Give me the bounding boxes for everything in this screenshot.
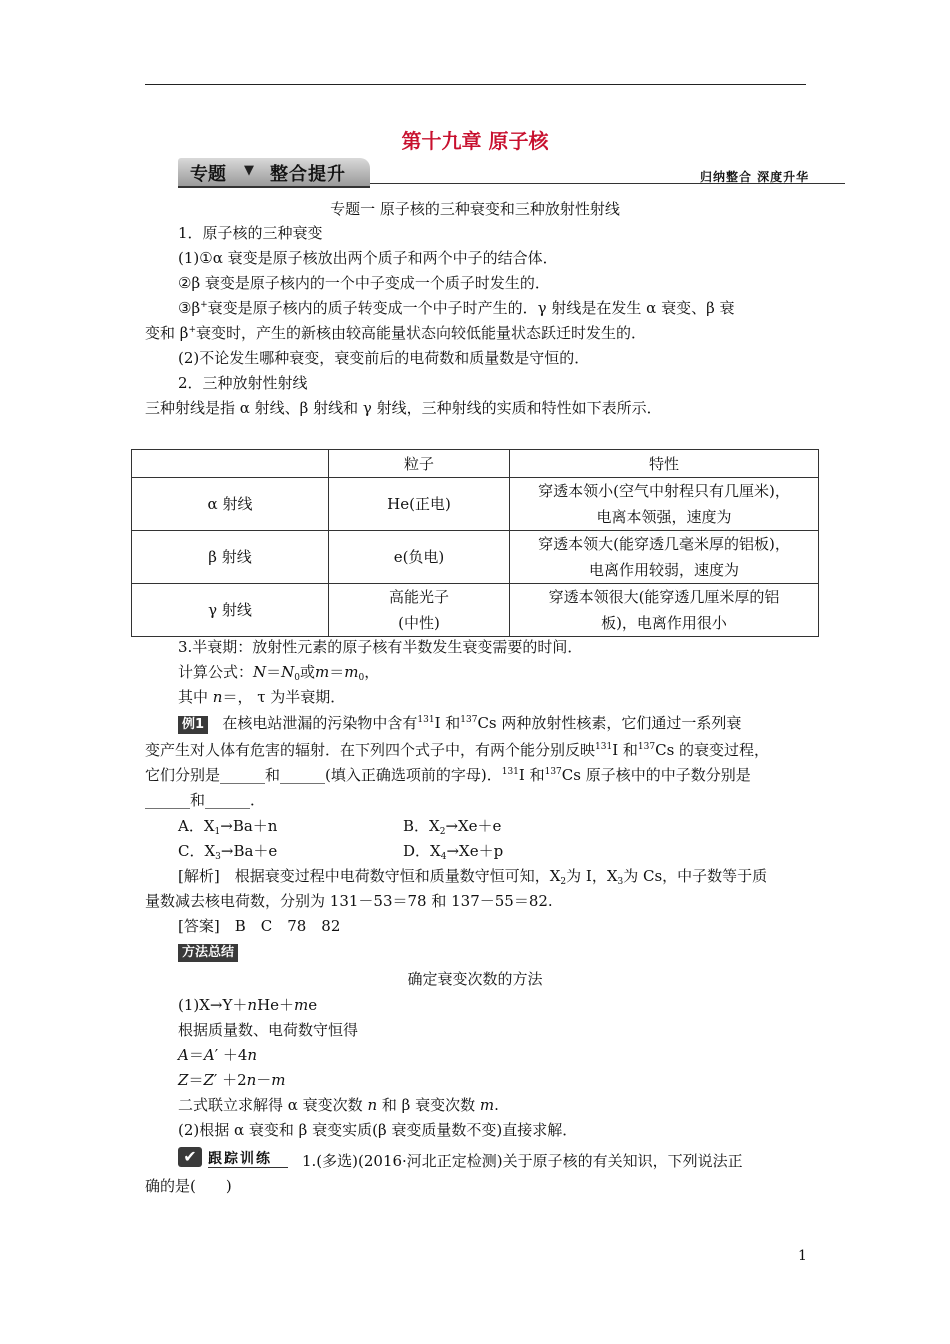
- banner-right-label: 整合提升: [270, 164, 346, 185]
- example-line-2: 变产生对人体有危害的辐射．在下列四个式子中，有两个能分别反映$^{131}$I 和$^{137}$Cs 的衰变过程，: [145, 741, 770, 759]
- p1-line-b: ②β 衰变是原子核内的一个中子变成一个质子时发生的．: [178, 274, 550, 292]
- p1-line-a: (1)①α 衰变是原子核放出两个质子和两个中子的结合体．: [178, 249, 558, 267]
- tracking-training-text: 跟踪训练: [208, 1151, 272, 1167]
- particle-cell: He(正电): [329, 478, 510, 531]
- triangle-down-icon: ▼: [244, 163, 254, 178]
- option-a: A．$X_1\to Ba+n$: [178, 817, 278, 837]
- method-line-4: Z＝Z′ ＋2n－m: [178, 1071, 286, 1089]
- method-line-1: (1)X→Y＋nHe＋me: [178, 996, 318, 1014]
- table-row: [132, 584, 819, 637]
- p1-line-d: 变和 β+衰变时，产生的新核由较高能量状态向较低能量状态跃迁时发生的．: [145, 324, 647, 342]
- answer-line: [答案] B C 78 82: [178, 917, 341, 935]
- property-cell: 穿透本领很大(能穿透几厘米厚的铝 板)，电离作用很小: [510, 584, 819, 637]
- ray-name-cell: γ 射线: [132, 584, 329, 637]
- banner-left-label: 专题: [190, 164, 226, 185]
- property-cell: 穿透本领大(能穿透几毫米厚的铝板)， 电离作用较弱，速度为: [510, 531, 819, 584]
- option-b: B．$X_2\to Xe+e$: [403, 817, 502, 837]
- example-line-4: ______和______．: [145, 791, 266, 809]
- banner-underline: [178, 186, 370, 188]
- formula-line: 计算公式：$N=N_0$或$m=m_0$，: [178, 663, 380, 683]
- ray-name-cell: β 射线: [132, 531, 329, 584]
- analysis-line-2: 量数减去核电荷数，分别为 131－53＝78 和 137－55＝82.: [145, 892, 553, 910]
- tracking-training-label: [178, 1147, 288, 1169]
- p1-line-e: (2)不论发生哪种衰变，衰变前后的电荷数和质量数是守恒的．: [178, 349, 590, 367]
- header-rule: [145, 84, 806, 85]
- particle-cell: e(负电): [329, 531, 510, 584]
- table-header-cell: 特性: [510, 450, 819, 478]
- method-line-3: A＝A′ ＋4n: [178, 1046, 258, 1064]
- example-tag: 例1: [178, 716, 208, 734]
- p2-heading: 2．三种放射性射线: [178, 374, 308, 392]
- example-line-1: 例1 在核电站泄漏的污染物中含有$^{131}$I 和$^{137}$Cs 两种放射性核素，它们通过一系列衰: [178, 712, 741, 734]
- method-line-6: (2)根据 α 衰变和 β 衰变实质(β 衰变质量数不变)直接求解．: [178, 1121, 578, 1139]
- p1-heading: 1．原子核的三种衰变: [178, 224, 323, 242]
- table-header-cell: 粒子: [329, 450, 510, 478]
- table-header-cell: [132, 450, 329, 478]
- p2-text: 三种射线是指 α 射线、β 射线和 γ 射线，三种射线的实质和特性如下表所示．: [145, 399, 662, 417]
- particle-cell: 高能光子 (中性): [329, 584, 510, 637]
- tracking-underline: [208, 1167, 288, 1168]
- table-row: [132, 478, 819, 531]
- question-1-line-2: 确的是( ): [145, 1177, 232, 1195]
- rays-table: [131, 449, 819, 637]
- p1-line-c: ③β+衰变是原子核内的质子转变成一个中子时产生的．γ 射线是在发生 α 衰变、β 衰: [178, 299, 735, 317]
- option-c: C．$X_3\to Ba+e$: [178, 842, 278, 862]
- option-d: D．$X_4\to Xe+p$: [403, 842, 504, 862]
- page-number: 1: [798, 1248, 807, 1264]
- section-heading: 专题一 原子核的三种衰变和三种放射性射线: [330, 200, 620, 218]
- method-line-2: 根据质量数、电荷数守恒得: [178, 1021, 359, 1039]
- table-header-row: [132, 450, 819, 478]
- section-banner: [178, 158, 370, 186]
- half-life-text: 3.半衰期：放射性元素的原子核有半数发生衰变需要的时间．: [178, 638, 583, 656]
- example-line-3: 它们分别是______和______(填入正确选项前的字母)．$^{131}$I 和$^{137}$Cs 原子核中的中子数分别是: [145, 766, 751, 784]
- ray-name-cell: α 射线: [132, 478, 329, 531]
- checkmark-icon: ✔: [178, 1147, 202, 1167]
- where-line: 其中 n＝， τ 为半衰期．: [178, 688, 346, 706]
- question-1-line-1: 1.(多选)(2016·河北正定检测)关于原子核的有关知识，下列说法正: [302, 1152, 743, 1170]
- chapter-title: 第十九章 原子核: [401, 129, 549, 153]
- property-cell: 穿透本领小(空气中射程只有几厘米)， 电离本领强，速度为: [510, 478, 819, 531]
- method-title: 确定衰变次数的方法: [407, 970, 543, 988]
- method-summary-tag: 方法总结: [178, 942, 238, 962]
- analysis-line-1: [解析] 根据衰变过程中电荷数守恒和质量数守恒可知，$X_2$为 I，$X_3$为 Cs，中子数等于质: [178, 867, 768, 887]
- banner-tagline: 归纳整合 深度升华: [700, 170, 810, 184]
- table-row: [132, 531, 819, 584]
- method-line-5: 二式联立求解得 α 衰变次数 n 和 β 衰变次数 m.: [178, 1096, 499, 1114]
